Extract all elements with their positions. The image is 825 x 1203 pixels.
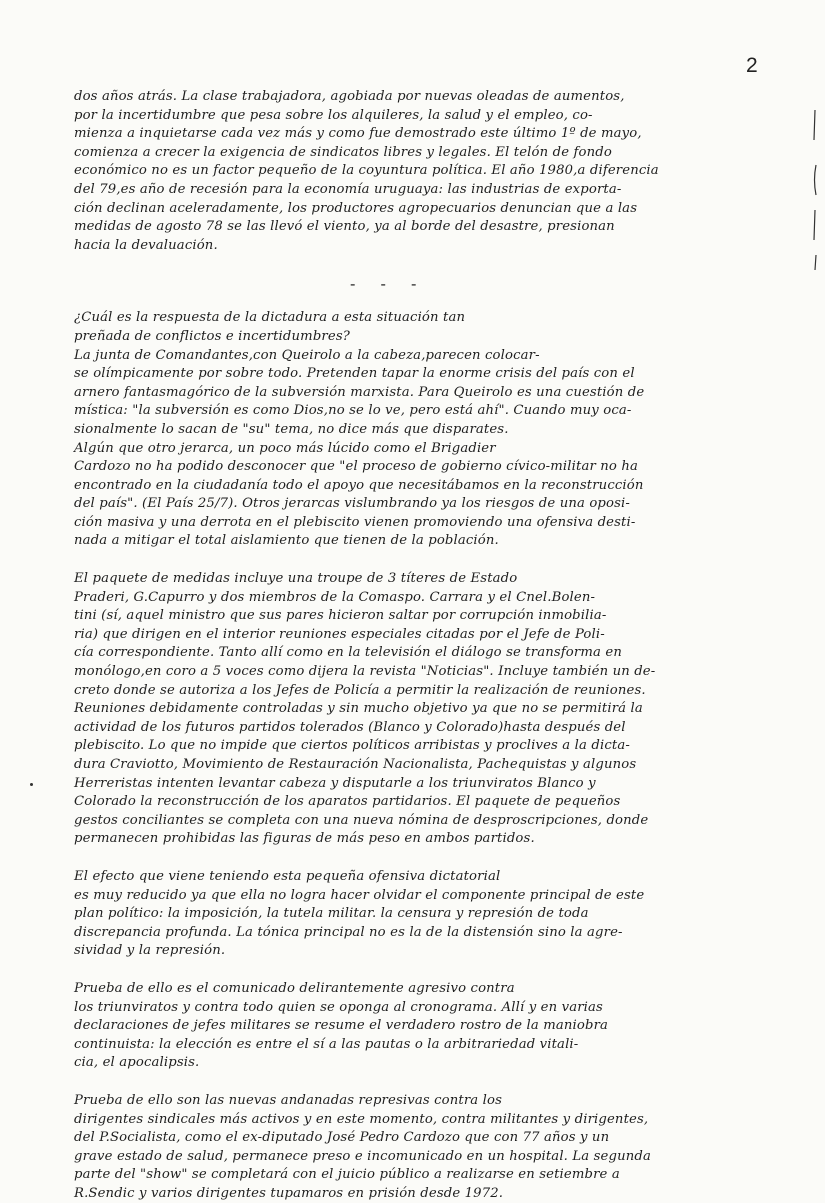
paragraph-5: Prueba de ello es el comunicado delirantemente agresivo contra los triunviratos y contra todo quien se oponga al cronograma. Allí y en varias declaraciones de jefes militares se resume el verdadero rostro de la maniobra continuista: la elección es entre el sí a las pautas o la arbitrariedad vitali- cia, el apocalipsis. — [74, 980, 609, 1071]
margin-scribble-icon — [812, 110, 818, 270]
paragraph-gap — [74, 1073, 764, 1092]
paragraph-2: ¿Cuál es la respuesta de la dictadura a esta situación tan preñada de conflictos e incertidumbres? La junta de Comandantes,con Queirolo a la cabeza,parecen colocar- se olímpicamente por sobre todo. Pretenden tapar la enorme crisis del país con el arnero fantasmagórico de la subversión marxista. Para Queirolo es una cuestión de mística: "la subversión es como Dios,no se lo ve, pero está ahí". Cuando muy oca- sionalmente lo sacan de "su" tema, no dice más que disparates. Algún que otro jerarca, un poco más lúcido como el Brigadier Cardozo no ha podido desconocer que "el proceso de gobierno cívico-militar no ha encontrado en la ciudadanía todo el apoyo que necesitábamos en la reconstrucción del país". (El País 25/7). Otros jerarcas vislumbrando ya los riesgos de una oposi- ción masiva y una derrota en el plebiscito vienen promoviendo una ofensiva desti- nada a mitigar el total aislamiento que tienen de la población. — [74, 310, 645, 549]
paragraph-4: El efecto que viene teniendo esta pequeña ofensiva dictatorial es muy reducido ya que ella no logra hacer olvidar el componente principal de este plan político: la imposición, la tutela militar. la censura y represión de toda discrepancia profunda. La tónica principal no es la de la distensión sino la agre- sividad y la represión. — [74, 868, 645, 959]
paragraph-1: dos años atrás. La clase trabajadora, agobiada por nuevas oleadas de aumentos, por la incertidumbre que pesa sobre los alquileres, la salud y el empleo, co- mienza a inquietarse cada vez más y como fue demostrado este último 1º de mayo, comienza a crecer la exigencia de sindicatos libres y legales. El telón de fondo económico no es un factor pequeño de la coyuntura política. El año 1980,a diferencia del 79,es año de recesión para la economía uruguaya: las industrias de exporta- ción declinan aceleradamente, los productores agropecuarios denuncian que a las medidas de agosto 78 se las llevó el viento, ya al borde del desastre, presionan hacia la devaluación. — [74, 89, 659, 253]
paragraph-3: El paquete de medidas incluye una troupe de 3 títeres de Estado Praderi, G.Capurro y dos miembros de la Comaspo. Carrara y el Cnel.Bolen- tini (sí, aquel ministro que sus pares hicieron saltar por corrupción inmobilia- ria) que dirigen en el interior reuniones especiales citadas por el Jefe de Poli- cía correspondiente. Tanto allí como en la televisión el diálogo se transforma en monólogo,en coro a 5 voces como dijera la revista "Noticias". Incluye también un de- creto donde se autoriza a los Jefes de Policía a permitir la realización de reuniones. Reuniones debidamente controladas y sin mucho objetivo ya que no se permitirá la actividad de los futuros partidos tolerados (Blanco y Colorado)hasta después del plebiscito. Lo que no impide que ciertos políticos arribistas y proclives a la dicta- dura Craviotto, Movimiento de Restauración Nacionalista, Pachequistas y algunos Herreristas intenten levantar cabeza y disputarle a los triunviratos Blanco y Colorado la reconstrucción de los aparatos partidarios. El paquete de pequeños gestos conciliantes se completa con una nueva nómina de desproscripciones, donde permanecen prohibidas las figuras de más peso en ambos partidos. — [74, 571, 656, 847]
paragraph-6: Prueba de ello son las nuevas andanadas represivas contra los dirigentes sindicales más activos y en este momento, contra militantes y dirigentes, del P.Socialista, como el ex-diputado José Pedro Cardozo que con 77 años y un grave estado de salud, permanece preso e incomunicado en un hospital. La segunda parte del "show" se completará con el juicio público a realizarse en setiembre a R.Sendic y varios dirigentes tupamaros en prisión desde 1972. — [74, 1092, 651, 1201]
page-number: 2 — [746, 54, 758, 77]
margin-dot — [30, 783, 33, 786]
paragraph-gap — [74, 961, 764, 980]
document-body — [74, 88, 764, 1203]
section-divider — [74, 263, 764, 303]
paragraph-gap — [74, 849, 764, 868]
paragraph-gap — [74, 551, 764, 570]
divider-dashes: - - - — [350, 274, 427, 294]
